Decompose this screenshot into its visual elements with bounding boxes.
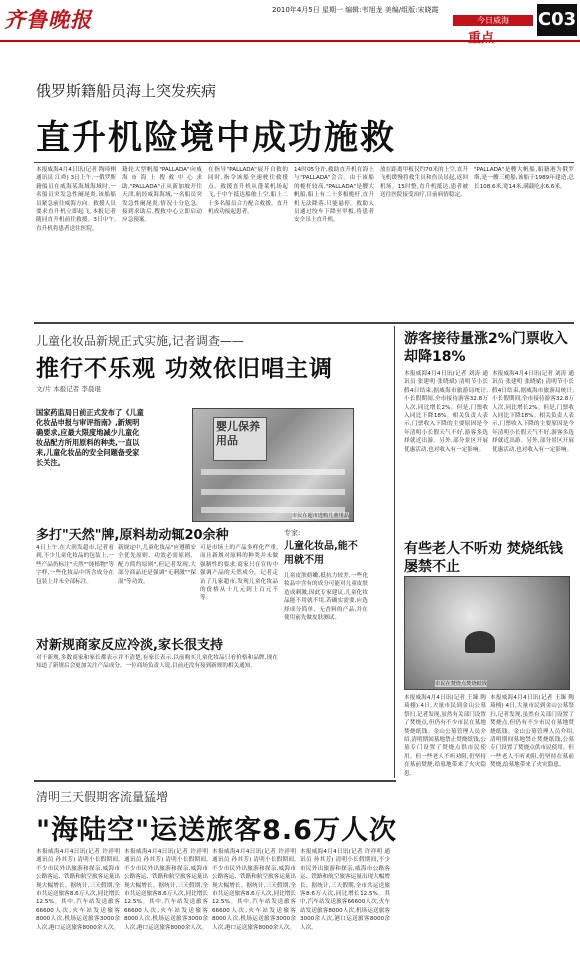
- masthead: [0, 0, 580, 46]
- story2-subhead-2: 对新规商家反应冷淡,家长很支持: [36, 638, 223, 653]
- expert-box-kicker: 专家:: [284, 529, 301, 537]
- story5-body-2: 本报威海4月4日讯(记者 王臻 陶琦栩) 4日,大量市民到金山公墓祭扫,记者发现,虽然有关部门设置了焚烧点,但仍有不少市民在墓地焚烧纸钱。金山公墓管理人员介绍,清明期间墓地禁止焚烧纸钱,公墓专门设置了焚烧点供市民使用。但一些老人不听劝阻,仍坚持在墓前焚烧,给墓地带来了火灾隐患。: [490, 695, 574, 769]
- story2-lead: 国家药监局日前正式发布了《儿童化妆品申报与审评指南》,新规明确要求,应最大限度地减少儿童化妆品配方所用原料的种类,一直以来,儿童化妆品的安全问题备受家长关注。: [36, 408, 144, 467]
- story5-headline: 有些老人不听劝 焚烧纸钱屡禁不止: [404, 541, 563, 575]
- expert-box-body: 儿童皮肤娇嫩,抵抗力较差,一些化妆品中含有的成分可能对儿童皮肤造成刺激,因此专家建议,儿童化妆品能不用就不用,若确实需要,应选择成分简单、无香料的产品,并在使用前先做皮肤测试。: [284, 573, 368, 622]
- column-divider: [394, 326, 395, 778]
- story3-body-1: 本报威海4月4日讯(记者 刘涛 通讯员 张建明 张晓斌) 清明节小长假4日结束,据威海市旅游局统计,小长假期间,全市接待游客32.8万人次,同比增长2%。但是,门票收入同比下降18%。相关负责人表示,门票收入下降的主要原因是今年清明小长假天气不好,游客多选择就近出游。另外,部分景区开展优惠活动,也对收入有一定影响。: [404, 371, 488, 453]
- story4-headline: "海陆空"运送旅客8.6万人次: [36, 815, 397, 846]
- photo-sign: 婴儿保养用品: [213, 417, 267, 461]
- newspaper-logo: 齐鲁晚报: [4, 7, 92, 32]
- story1-kicker: 俄罗斯籍船员海上突发疾病: [36, 82, 217, 100]
- story3-headline: 游客接待量涨2%门票收入却降18%: [404, 331, 568, 365]
- page-number: C03: [537, 4, 577, 36]
- section-divider: [34, 780, 396, 782]
- store-shelf-photo: [192, 408, 354, 522]
- expert-box-title: 儿童化妆品,能不用就不用: [284, 541, 358, 566]
- story1-col-2: 籍轮大型帆船"PALLADA"向威海市海上搜救中心求助,"PALLADA"正从新加坡开往天津,航经威海海域,一名船员突发急性阑尾炎,情况十分危急。接到求助后,搜救中心立即启动应急预案。: [122, 167, 202, 224]
- story2-body-3: 可是市场上的产品多样化严重,而且新规对原料的种类并未做强制性的要求,商家只在宣传中强调产品的天然成分。记者走访了几家超市,发现儿童化妆品的价格从十几元到上百元不等。: [200, 545, 278, 602]
- story2-body-1: 4日上午,在大润发超市,记者看到,不少儿童化妆品的包装上,一些产品仍标注"天然""纯植物"等字样,一些化妆品中所含成分在包装上并未全部标注。: [36, 545, 114, 585]
- story2-subhead-1: 多打"天然"牌,原料劫动辄20余种: [36, 528, 229, 543]
- story2-kicker: 儿童化妆品新规正式实施,记者调查——: [36, 334, 244, 348]
- photo-caption: 市民在超市选购儿童用品: [291, 513, 349, 519]
- burning-offerings-photo: [404, 576, 570, 690]
- story5-body-1: 本报威海4月4日讯(记者 王臻 陶琦栩) 4日,大量市民到金山公墓祭扫,记者发现,虽然有关部门设置了焚烧点,但仍有不少市民在墓地焚烧纸钱。金山公墓管理人员介绍,清明期间墓地禁止焚烧纸钱,公墓专门设置了焚烧点供市民使用。但一些老人不听劝阻,仍坚持在墓前焚烧,给墓地带来了火灾隐患。: [404, 695, 486, 777]
- story1-col-3: 在指导"PALLADA"展开自救的同时,指令该船全速驶往救援点。救援直升机从蓬莱机场起飞,于中午抵达船舶上空,船上二十多名船员合力配合救援。直升机成功接起患者。: [208, 167, 288, 216]
- section-divider: [34, 322, 574, 324]
- story4-body-3: 本报威海4月4日讯(记者 许祥明 通讯员 孙其芳) 清明小长假期间,不少市民外出旅游和探亲,威海市公路客运、铁路和航空旅客运量出现大幅增长。据统计,三天假期,全市共运送旅客8.6万人次,同比增长12.5%。其中,汽车站发送旅客66600人次,火车站发送旅客8000人次,机场运送旅客3000余人次,港口运送旅客8000余人次。: [212, 849, 296, 931]
- story4-body-1: 本报威海4月4日讯(记者 许祥明 通讯员 孙其芳) 清明小长假期间,不少市民外出旅游和探亲,威海市公路客运、铁路和航空旅客运量出现大幅增长。据统计,三天假期,全市共运送旅客8.6万人次,同比增长12.5%。其中,汽车站发送旅客66600人次,火车站发送旅客8000人次,机场运送旅客3000余人次,港口运送旅客8000余人次。: [36, 849, 120, 931]
- story4-kicker: 清明三天假期客流量猛增: [36, 790, 169, 804]
- story2-body-2: 新规定中,儿童化妆品"应遵循安全优先原则、功效必需原则、配方简约原则",但记者发现,大部分商品还是强调"无刺激""保湿"等功效。: [118, 545, 196, 585]
- story1-col-6: "PALLADA"是艘大帆船,船籍港为俄罗斯,是一艘三桅船,该船于1989年建造,总长108.6米,宽14米,满载吃水6.6米。: [474, 167, 574, 190]
- story1-col-1: 本报威海4月4日讯(记者 陶琦栩 通讯员 江舜) 3日上午,一俄罗斯籍船员在威海某海域海域时,一名船员突发急性阑尾炎,该船船员紧急前往威海方向。救援人员要求直升机立即起飞,本报记者随同直升机前往救援。3日中午,直升机将患者送往医院。: [36, 167, 116, 232]
- story1-headline: 直升机险境中成功施救: [36, 118, 396, 158]
- photo-smoke: [465, 631, 495, 653]
- section-subtag: 重点: [468, 31, 495, 46]
- story4-body-2: 本报威海4月4日讯(记者 许祥明 通讯员 孙其芳) 清明小长假期间,不少市民外出旅游和探亲,威海市公路客运、铁路和航空旅客运量出现大幅增长。据统计,三天假期,全市共运送旅客8.6万人次,同比增长12.5%。其中,汽车站发送旅客66600人次,火车站发送旅客8000人次,机场运送旅客3000余人次,港口运送旅客8000余人次。: [124, 849, 208, 931]
- story2-body-4: 对于新规,多数商家和家长都表示并不清楚,有家长表示,以前购买儿童化妆品只看价格和品牌,现在知道了新规后会更加关注产品成分。一位商场负责人说,目前还没有接到新规的相关通知。: [36, 655, 278, 670]
- photo-shelf: [201, 469, 345, 475]
- story2-headline: 推行不乐观 功效依旧唱主调: [36, 356, 334, 382]
- divider: [34, 162, 574, 163]
- section-tag: 今日威海: [453, 15, 533, 26]
- story4-body-4: 本报威海4月4日讯(记者 许祥明 通讯员 孙其芳) 清明小长假期间,不少市民外出旅游和探亲,威海市公路客运、铁路和航空旅客运量出现大幅增长。据统计,三天假期,全市共运送旅客8.6万人次,同比增长12.5%。其中,汽车站发送旅客66600人次,火车站发送旅客8000人次,机场运送旅客3000余人次,港口运送旅客8000余人次。: [300, 849, 390, 931]
- photo-shelf: [201, 489, 345, 495]
- story1-col-5: 放在距离甲板仅约70米的上空,直升飞机缓慢将救生员和伤员吊起,返回机场。15时整,直升机抵达,患者被送往医院接受治疗,目前病情稳定。: [380, 167, 468, 199]
- photo-caption: 市民在焚烧点焚烧纸钱: [435, 681, 487, 687]
- story3-body-2: 本报威海4月4日讯(记者 刘涛 通讯员 张建明 张晓斌) 清明节小长假4日结束,据威海市旅游局统计,小长假期间,全市接待游客32.8万人次,同比增长2%。但是,门票收入同比下降18%。相关负责人表示,门票收入下降的主要原因是今年清明小长假天气不好,游客多选择就近出游。另外,部分景区开展优惠活动,也对收入有一定影响。: [492, 371, 574, 453]
- story1-col-4: 14时05分许,救助直升机在海上与"PALLADA"会合。由于该船的桅杆较高,"PALLADA"是艘大帆船,船上有二十多根桅杆,直升机无法降落,只能悬停。救助人员通过绞车下降至甲板,将患者安全吊上直升机。: [294, 167, 374, 224]
- story2-byline: 文/片 本报记者 李晨琨: [36, 385, 101, 393]
- dateline: 2010年4月5日 星期一 编辑:韦旭龙 美编/组版:宋晓霞: [272, 6, 439, 14]
